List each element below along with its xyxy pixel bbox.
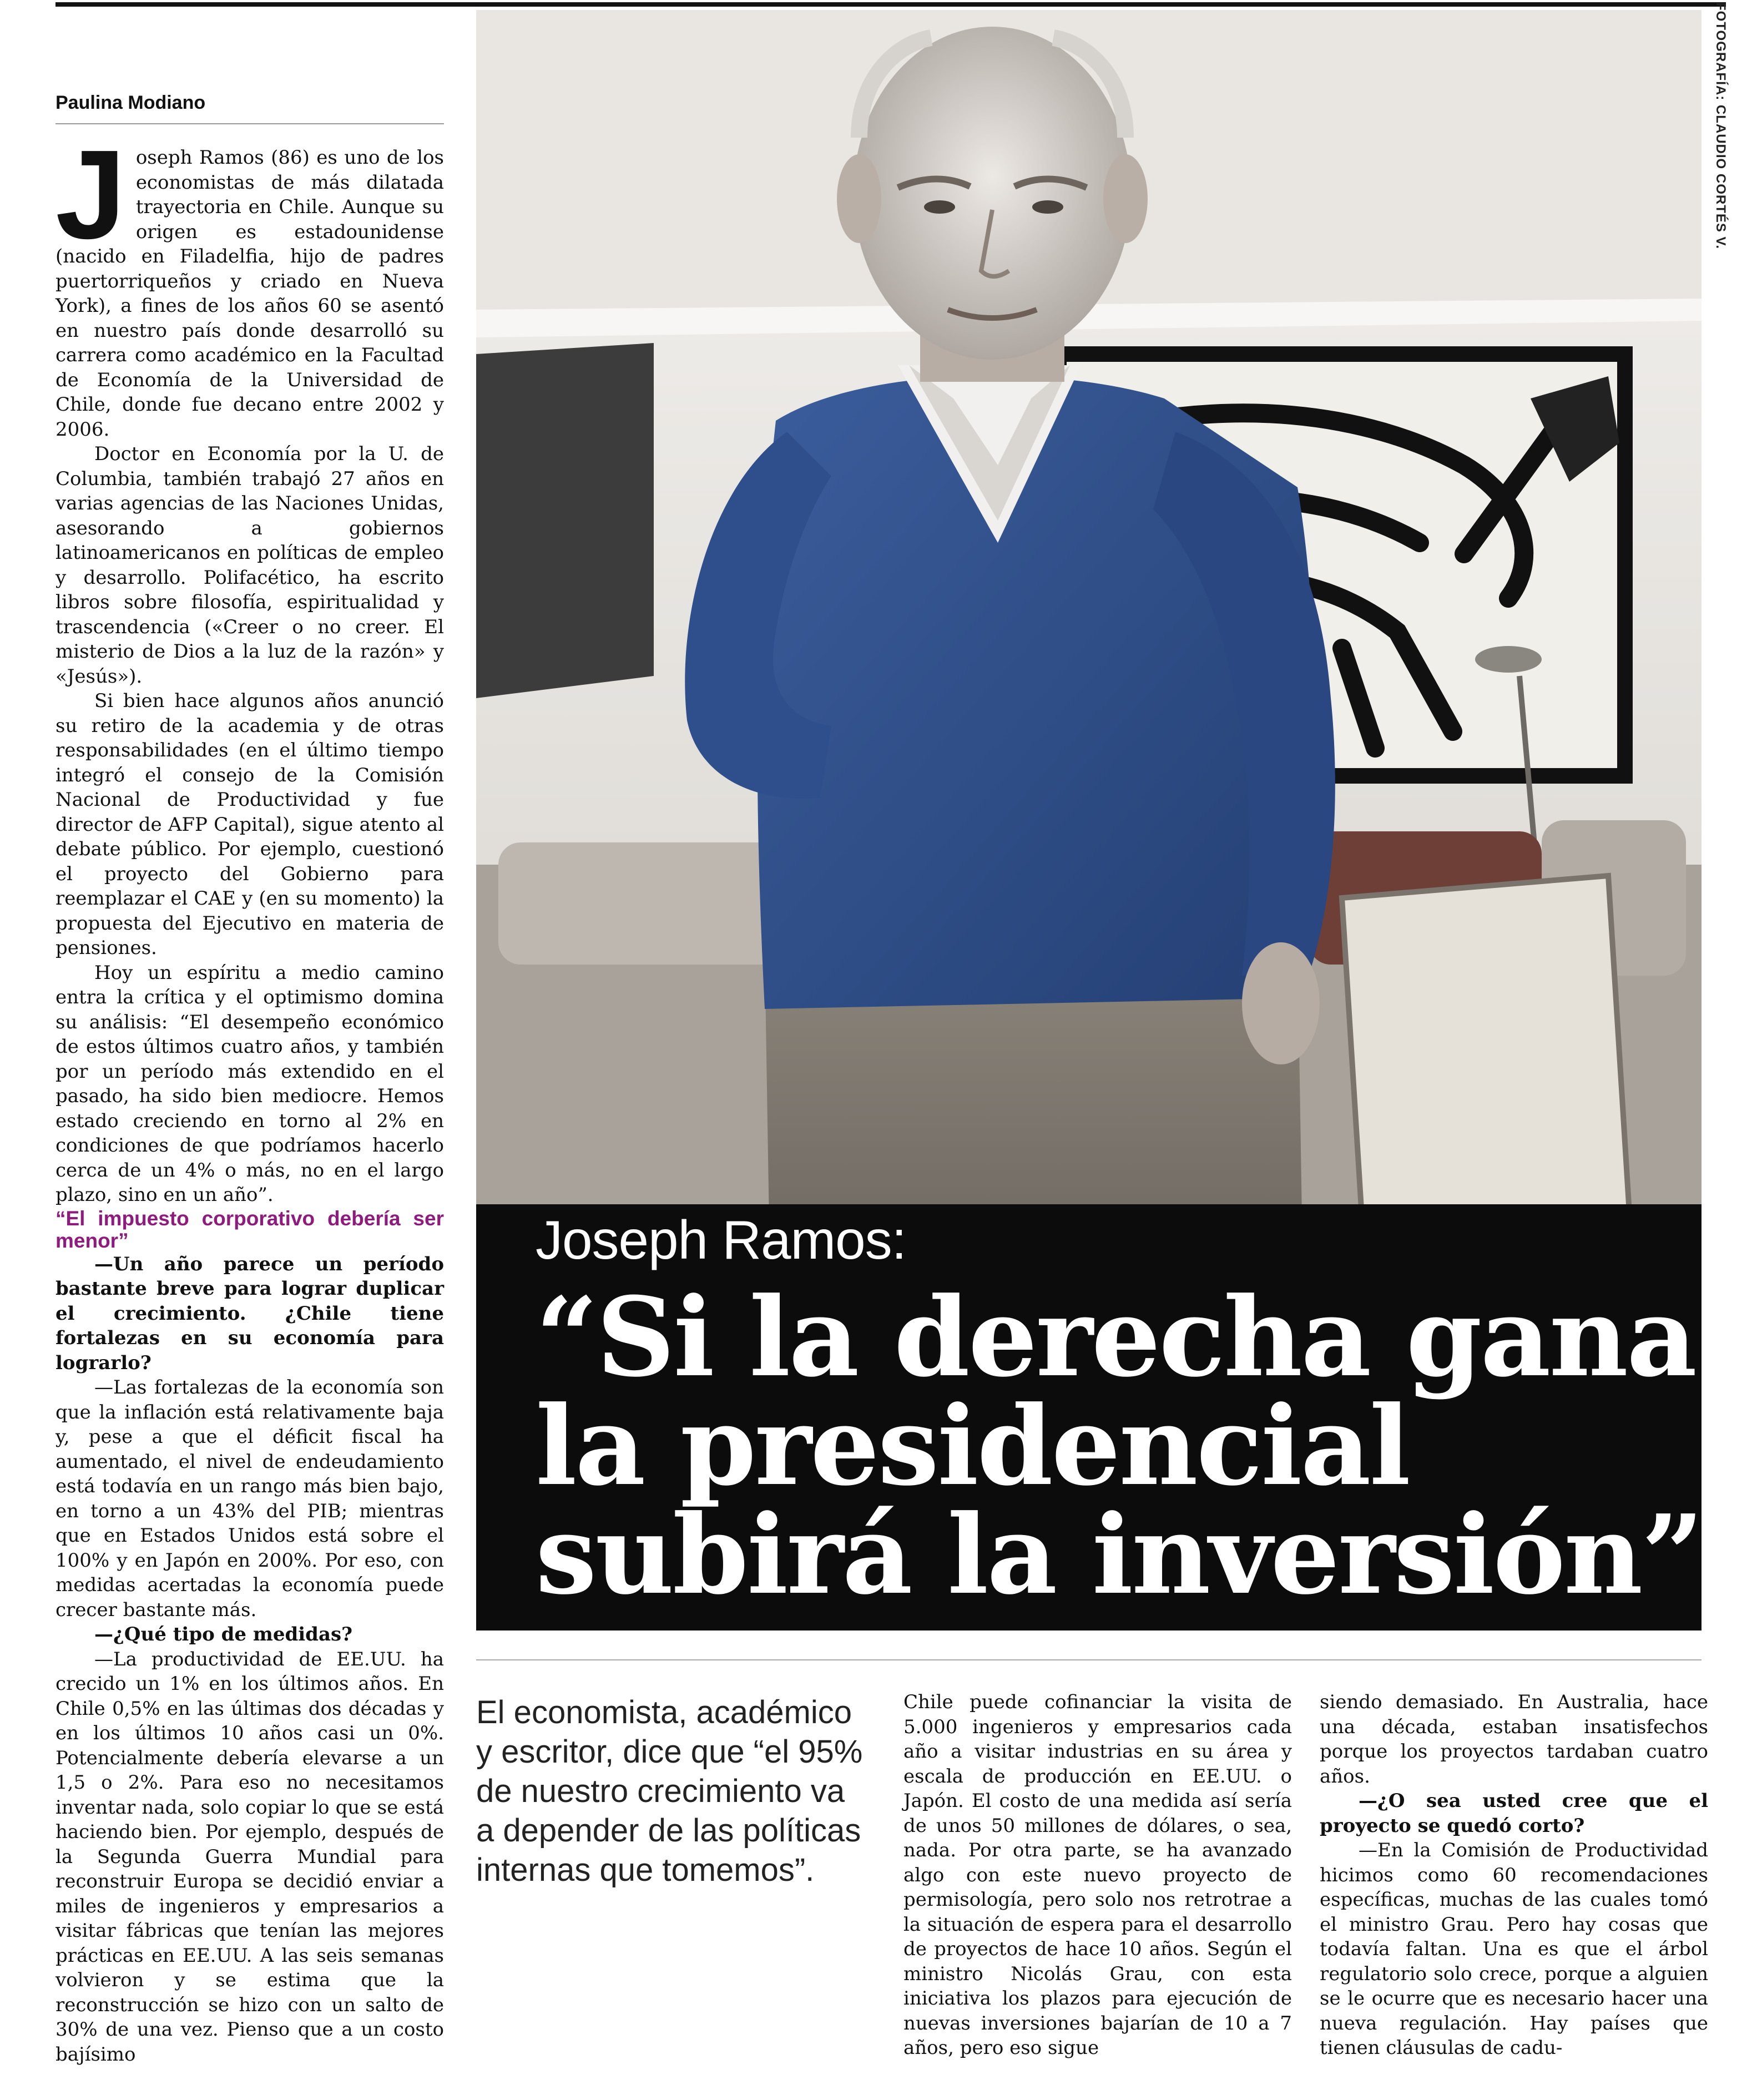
- section-subhead: “El impuesto corporativo debería ser menor”: [55, 1207, 444, 1252]
- deck-rule: [476, 1659, 1702, 1660]
- body-paragraph: Si bien hace algunos años anunció su retiro de la academia y de otras responsabilidades (en el último tiempo integró el consejo de la Comisión Nacional de Productividad y fue director de AFP Capital), sigue atento al debate público. Por ejemplo, cuestionó el proyecto del Gobierno para reemplazar el CAE y (en su momento) la propuesta del Ejecutivo en materia de pensiones.: [55, 690, 444, 959]
- body-paragraph: Doctor en Economía por la U. de Columbia, también trabajó 27 años en varias agencias de las Naciones Unidas, asesorando a gobiernos latinoamericanos en políticas de empleo y desarrollo. Polifacético, ha escrito libros sobre filosofía, espiritualidad y trascendencia («Creer o no creer. El misterio de Dios a la luz de la razón» y «Jesús»).: [55, 443, 444, 688]
- photo-credit-text: FOTOGRAFÍA: CLAUDIO CORTÉS V.: [1713, 2, 1728, 250]
- deck-summary: El economista, académico y escritor, dice que “el 95% de nuestro crecimiento va a depender de las políticas internas que tomemos”.: [476, 1694, 863, 1888]
- body-paragraph: siendo demasiado. En Australia, hace una década, estaban insatisfechos porque los proyectos tardaban cuatro años.: [1320, 1691, 1708, 1788]
- interview-question: —¿O sea usted cree que el proyecto se quedó corto?: [1320, 1790, 1708, 1837]
- body-paragraph: Hoy un espíritu a medio camino entra la crítica y el optimismo domina su análisis: “El desempeño económico de estos últimos cuatro años, y también por un período más extendido en el pasado, ha sido bien mediocre. Hemos estado creciendo en torno al 2% en condiciones de que podríamos hacerlo cerca de un 4% o más, no en el largo plazo, sino en un año”.: [55, 961, 444, 1206]
- headline: [536, 1274, 1703, 1619]
- headline-line: subirá la inversión”: [536, 1491, 1703, 1619]
- right-column: [1320, 1690, 1708, 2061]
- body-paragraph: Chile puede cofinanciar la visita de 5.000 ingenieros y empresarios cada año a visitar industrias en su área y escala de producción en EE.UU. o Japón. El costo de una medida así sería de unos 50 millones de dólares, o sea, nada. Por otra parte, se ha avanzado algo con este nuevo proyecto de permisología, pero solo nos retrotrae a la situación de espera para el desarrollo de proyectos de hace 10 años. Según el ministro Nicolás Grau, con esta iniciativa los plazos para ejecución de nuevas inversiones bajarían de 10 a 7 años, pero eso sigue: [903, 1691, 1292, 2059]
- interview-question: —Un año parece un período bastante breve para lograr duplicar el crecimiento. ¿Chile tiene fortalezas en su economía para lograrlo?: [55, 1253, 444, 1374]
- top-rule: [55, 2, 1726, 7]
- interview-question: —¿Qué tipo de medidas?: [94, 1623, 353, 1645]
- interview-answer: —Las fortalezas de la economía son que la inflación está relativamente baja y, pese a que el déficit fiscal ha aumentado, el nivel de endeudamiento está todavía en un rango más bien bajo, en torno a un 43% del PIB; mientras que en Estados Unidos está sobre el 100% y en Japón en 200%. Por eso, con medidas acertadas la economía puede crecer bastante más.: [55, 1376, 444, 1621]
- headline-line: “Si la derecha gana: [536, 1274, 1696, 1401]
- intro-text: oseph Ramos (86) es uno de los economistas de más dilatada trayectoria en Chile. Aunque su origen es estadounidense (nacido en Filadelfia, hijo de padres puertorriqueños y criado en Nueva York), a fines de los años 60 se asentó en nuestro país donde desarrolló su carrera como académico en la Facultad de Economía de la Universidad de Chile, donde fue decano entre 2002 y 2006.: [55, 147, 444, 441]
- photo-credit: [1703, 2, 1738, 291]
- interview-answer: —La productividad de EE.UU. ha crecido un 1% en los últimos años. En Chile 0,5% en las últimas dos décadas y en los últimos 10 años casi un 0%. Potencialmente debería elevarse a un 1,5 o 2%. Para eso no necesitamos inventar nada, solo copiar lo que se está haciendo bien. Por ejemplo, después de la Segunda Guerra Mundial para reconstruir Europa se decidió enviar a miles de ingenieros y empresarios a visitar fábricas que tenían las mejores prácticas en EE.UU. A las seis semanas volvieron y se estima que la reconstrucción se hizo con un salto de 30% de una vez. Pienso que a un costo bajísimo: [55, 1648, 444, 2066]
- drop-cap: J: [55, 124, 126, 265]
- middle-column: [903, 1690, 1292, 2061]
- byline: Paulina Modiano: [55, 92, 206, 113]
- headline-kicker: Joseph Ramos:: [536, 1209, 906, 1270]
- left-column: [55, 124, 444, 2067]
- headline-line: la presidencial: [536, 1382, 1410, 1510]
- intro-paragraph: [55, 124, 444, 442]
- interview-answer: —En la Comisión de Productividad hicimos como 60 recomendaciones específicas, muchas de las cuales tomó el ministro Grau. Pero hay cosas que todavía faltan. Una es que el árbol regulatorio solo crece, porque a alguien se le ocurre que es necesario hacer una nueva regulación. Hay países que tienen cláusulas de cadu-: [1320, 1839, 1708, 2059]
